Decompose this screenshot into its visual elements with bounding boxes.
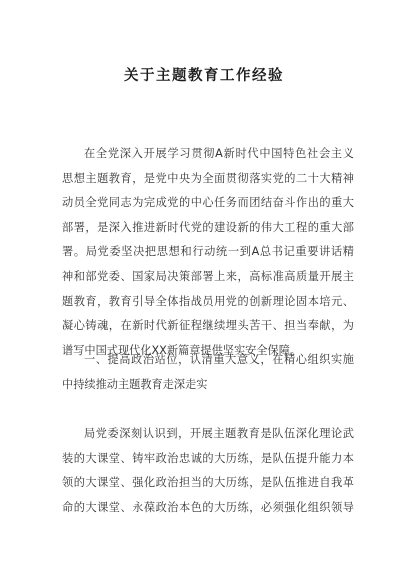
paragraph-line: 局党委深刻认识到，开展主题教育是队伍深化理论武 — [84, 427, 354, 440]
heading-line: 一、提高政治站位，认清重大意义，在精心组织实施 — [84, 353, 354, 366]
paragraph-line: 装的大课堂、铸牢政治忠诚的大历练，是队伍提升能力本 — [62, 451, 354, 465]
paragraph-line: 署。局党委坚决把思想和行动统一到A总书记重要讲话精 — [62, 245, 354, 259]
paragraph-body — [62, 422, 354, 520]
paragraph-line: 命的大课堂、永葆政治本色的大历练，必须强化组织领导 — [62, 500, 354, 514]
paragraph-line: 思想主题教育，是党中央为全面贯彻落实党的二十大精神 — [62, 171, 354, 185]
heading-line: 中持续推动主题教育走深走实 — [62, 377, 208, 391]
paragraph-line: 神和部党委、国家局决策部署上来，高标准高质量开展主 — [62, 269, 354, 283]
paragraph-line: 凝心铸魂，在新时代新征程继续埋头苦干、担当奉献，为 — [62, 319, 354, 333]
paragraph-line: 在全党深入开展学习贯彻A新时代中国特色社会主义 — [84, 147, 354, 160]
section-heading-1 — [62, 348, 354, 397]
paragraph-line: 动员全党同志为完成党的中心任务而团结奋斗作出的重大 — [62, 196, 354, 210]
paragraph-intro — [62, 142, 354, 363]
document-title: 关于主题教育工作经验 — [124, 68, 284, 84]
paragraph-line: 部署，是深入推进新时代党的建设新的伟大工程的重大部 — [62, 220, 354, 234]
paragraph-line: 领的大课堂、强化政治担当的大历练，是队伍推进自我革 — [62, 476, 354, 490]
paragraph-line: 谱写中国式现代化XX新篇章提供坚实安全保障。 — [62, 343, 302, 357]
paragraph-line: 题教育，教育引导全体指战员用党的创新理论固本培元、 — [62, 294, 354, 308]
